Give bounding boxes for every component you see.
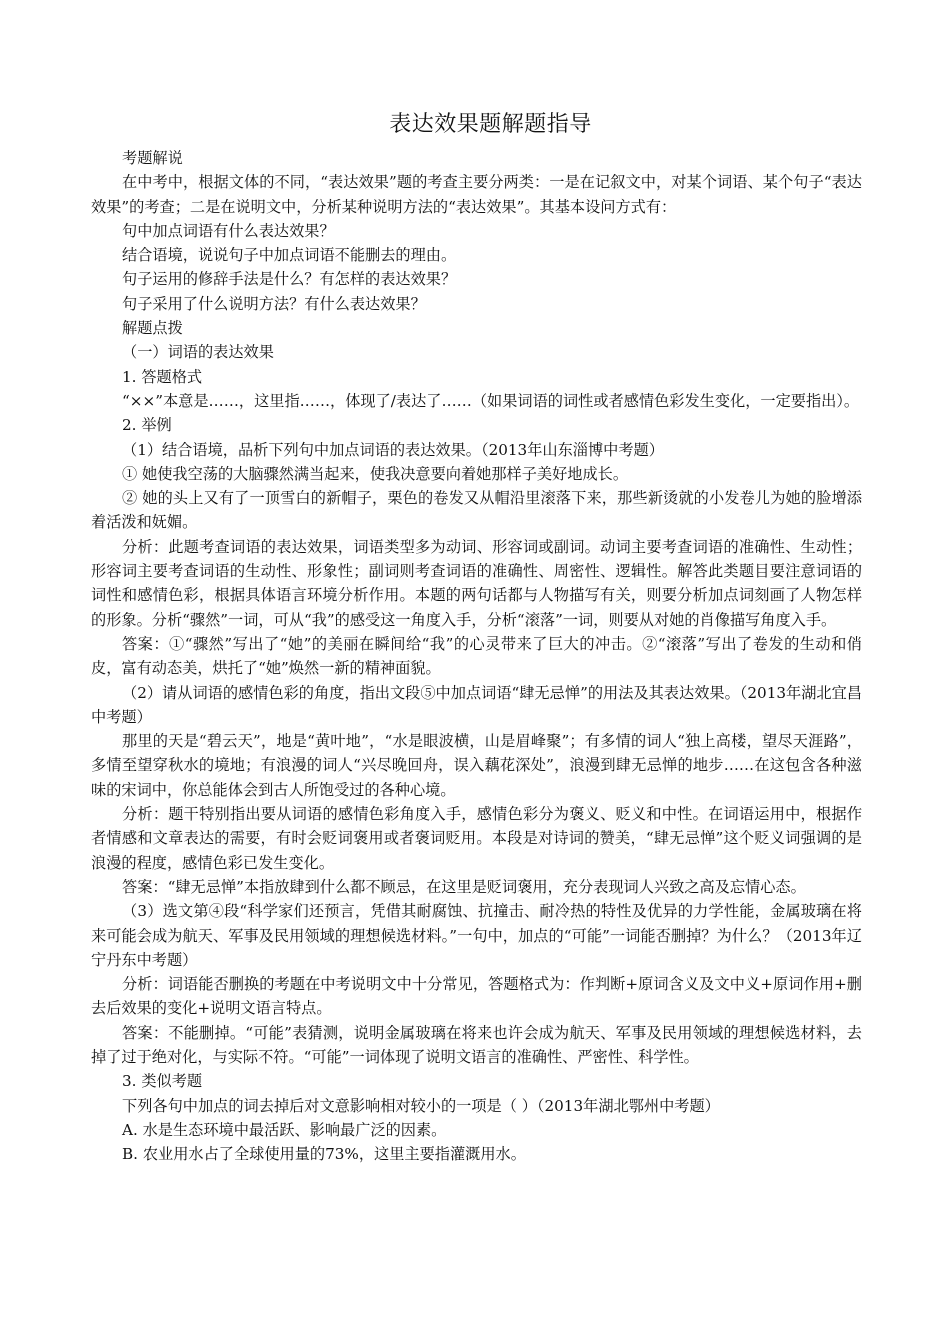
example-passage: 那里的天是“碧云天”，地是“黄叶地”，“水是眼波横，山是眉峰聚”；有多情的词人“独上高楼，望尽天涯路”，多情至望穿秋水的境地；有浪漫的词人“兴尽晚回舟，误入藕花深处”，浪漫到肆无忌惮的地步……在这包含各种滋味的宋词中，你总能体会到古人所饱受过的各种心境。 [91,732,862,799]
analysis-paragraph: 分析：词语能否删换的考题在中考说明文中十分常见，答题格式为：作判断+原词含义及文中义+原词作用+删去后效果的变化+说明文语言特点。 [91,975,862,1018]
answer-paragraph: 答案：①“骤然”写出了“她”的美丽在瞬间给“我”的心灵带来了巨大的冲击。②“滚落”写出了卷发的生动和俏皮，富有动态美，烘托了“她”焕然一新的精神面貌。 [91,634,862,678]
answer-paragraph: 答案：不能删掉。“可能”表猜测，说明金属玻璃在将来也许会成为航天、军事及民用领域的理想候选材料，去掉了过于绝对化，与实际不符。“可能”一词体现了说明文语言的准确性、严密性、科学性。 [91,1023,862,1066]
answer-paragraph: 答案：“肆无忌惮”本指放肆到什么都不顾忌，在这里是贬词褒用，充分表现词人兴致之高及忘情心态。 [122,877,806,896]
section-heading: 考题解说 [122,149,183,167]
document-body [91,146,862,1166]
example-question: （2）请从词语的感情色彩的角度，指出文段⑤中加点词语“肆无忌惮”的用法及其表达效果。（2013年湖北宜昌中考题） [91,683,862,726]
document-page [91,108,862,1166]
analysis-paragraph: 分析：此题考查词语的表达效果，词语类型多为动词、形容词或副词。动词主要考查词语的准确性、生动性；形容词主要考查词语的生动性、形象性；副词则考查词语的准确性、周密性、逻辑性。解答此类题目要注意词语的词性和感情色彩，根据具体语言环境分析作用。本题的两句话都与人物描写有关，则要分析加点词刻画了人物怎样的形象。分析“骤然”一词，可从“我”的感受这一角度入手，分析“滚落”一词，则要从对她的肖像描写角度入手。 [91,537,862,629]
example-sentence: ① 她使我空荡的大脑骤然满当起来，使我决意要向着她那样子美好地成长。 [122,464,629,483]
answer-format: “××”本意是……，这里指……，体现了/表达了……（如果词语的词性或者感情色彩发生变化，一定要指出）。 [122,391,860,410]
analysis-paragraph: 分析：题干特别指出要从词语的感情色彩角度入手，感情色彩分为褒义、贬义和中性。在词语运用中，根据作者情感和文章表达的需要，有时会贬词褒用或者褒词贬用。本段是对诗词的赞美，“肆无忌惮”这个贬义词强调的是浪漫的程度，感情色彩已发生变化。 [91,805,862,872]
document-title: 表达效果题解题指导 [389,112,592,137]
item-heading: 2. 举例 [122,416,172,435]
question-form: 句子运用的修辞手法是什么？有怎样的表达效果？ [122,270,457,289]
question-form: 句中加点词语有什么表达效果？ [122,221,335,240]
item-heading: 1. 答题格式 [122,367,203,386]
example-question: （3）选文第④段“科学家们还预言，凭借其耐腐蚀、抗撞击、耐冷热的特性及优异的力学性能，金属玻璃在将来可能会成为航天、军事及民用领域的理想候选材料。”一句中，加点的“可能”一词能否删掉？为什么？（2013年辽宁丹东中考题） [91,902,862,969]
option-b: B. 农业用水占了全球使用量的73%，这里主要指灌溉用水。 [122,1145,526,1164]
option-a: A. 水是生态环境中最活跃、影响最广泛的因素。 [122,1120,447,1139]
example-sentence: ② 她的头上又有了一顶雪白的新帽子，栗色的卷发又从帽沿里滚落下来，那些新烫就的小发卷儿为她的脸增添着活泼和妩媚。 [91,489,862,532]
body-paragraph: 在中考中，根据文体的不同，“表达效果”题的考查主要分两类：一是在记叙文中，对某个词语、某个句子“表达效果”的考查；二是在说明文中，分析某种说明方法的“表达效果”。其基本设问方式有： [91,173,862,216]
item-heading: 3. 类似考题 [122,1072,203,1091]
question-form: 句子采用了什么说明方法？有什么表达效果？ [122,294,426,313]
example-question: （1）结合语境，品析下列句中加点词语的表达效果。（2013年山东淄博中考题） [122,440,664,459]
practice-question: 下列各句中加点的词去掉后对文意影响相对较小的一项是（ ）（2013年湖北鄂州中考题） [122,1096,720,1115]
question-form: 结合语境，说说句子中加点词语不能删去的理由。 [122,246,457,265]
subsection-heading: （一）词语的表达效果 [122,343,274,362]
section-heading: 解题点拨 [122,319,183,338]
